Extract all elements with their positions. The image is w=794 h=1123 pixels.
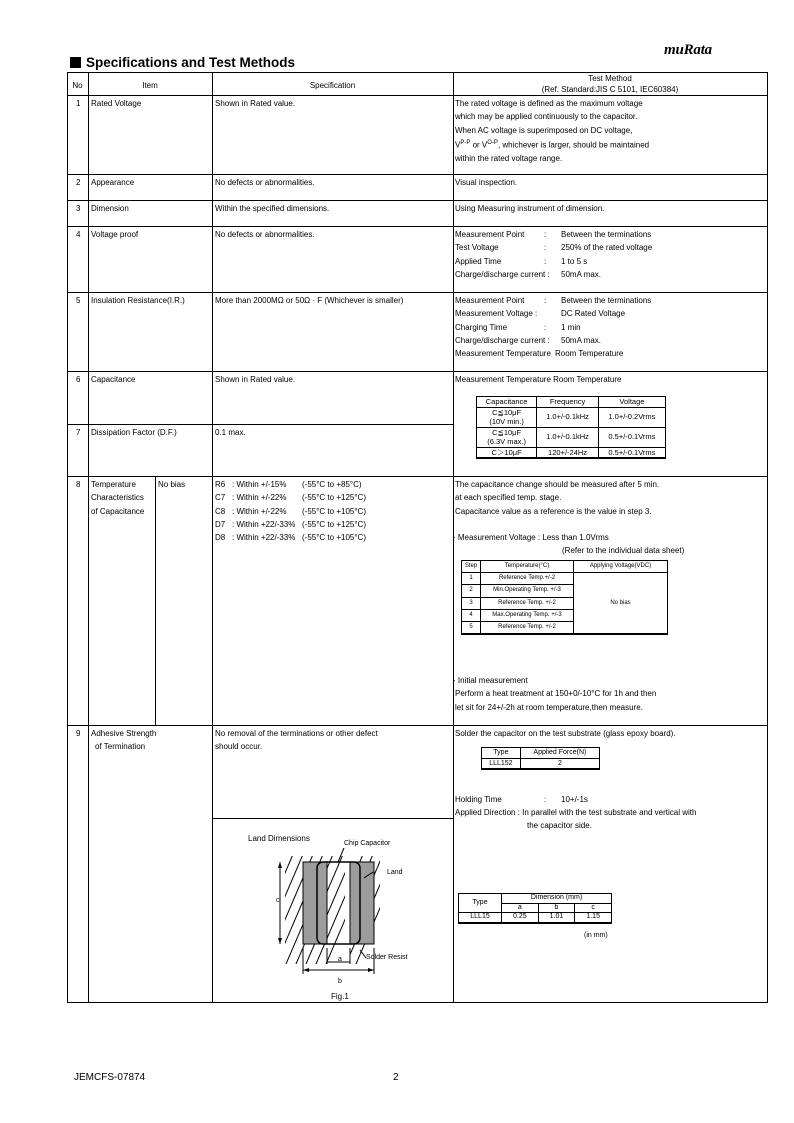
row-item: Temperature Characteristics of Capacitance [91, 480, 145, 516]
row-spec: R6 : Within +/-15% (-55°C to +85°C) C7 : Within +/-22% (-55°C to +125°C) C8 : Within +/-22% (-55°C to +105°C) D7 : Within +22/-33% (-55°C to +125°C) D8 : Within +22/-33% (-55°C to +105°C) [215, 480, 366, 543]
table-row: C＞10μF 120+/-24Hz 0.5+/-0.1Vrms [477, 447, 666, 458]
table-row: C≦10μF (6.3V max.) 1.0+/-0.1kHz 0.5+/-0.1Vrms [477, 427, 666, 447]
arrow-icon [278, 938, 282, 944]
table-header: Type [459, 894, 502, 913]
arrow-icon [368, 968, 374, 972]
table-row: 4 Max.Operating Temp. +/-3 [462, 609, 668, 621]
murata-logo: muRata [664, 42, 712, 58]
row-no: 6 [76, 375, 81, 384]
table-row: 2 Min.Operating Temp. +/-3 [462, 585, 668, 597]
row-no: 5 [76, 296, 81, 305]
label-land: Land [387, 869, 403, 876]
land-dimensions-figure [270, 838, 420, 988]
row-spec: Shown in Rated value. [215, 99, 296, 108]
label-c: c [276, 897, 280, 904]
temperature-step-table [461, 560, 668, 635]
row-test-method: Measurement Point : Between the terminations Test Voltage : 250% of the rated voltage Applied Time : 1 to 5 s Charge/discharge current : 50mA max. [455, 230, 653, 279]
label-a: a [338, 956, 342, 963]
row-item: Dissipation Factor (D.F.) [91, 428, 177, 437]
table-header: Applying Voltage(VDC) [574, 561, 668, 573]
row-no: 4 [76, 230, 81, 239]
table-row: LLL15 0.25 1.01 1.15 [459, 913, 612, 923]
row-spec: No removal of the terminations or other defect should occur. [215, 729, 378, 752]
col-header-test-method: Test Method (Ref. Standard:JIS C 5101, IEC60384) [541, 74, 679, 94]
row-spec: No defects or abnormalities. [215, 230, 315, 239]
holding-time: Holding Time : 10+/-1s [455, 795, 588, 804]
row-test-method: Measurement Point : Between the terminations Measurement Voltage : DC Rated Voltage Charging Time : 1 min Charge/discharge current : 50mA max. Measurement Temperature Room Temperature [455, 296, 652, 359]
label-chip-capacitor: Chip Capacitor [344, 840, 391, 847]
label-solder-resist: Solder Resist [366, 954, 408, 961]
row-item: Dimension [91, 204, 129, 213]
row-test-method: Measurement Temperature Room Temperature [455, 375, 622, 384]
page-number: 2 [393, 1072, 399, 1083]
row-item: Voltage proof [91, 230, 139, 239]
row-no: 1 [76, 99, 81, 108]
table-header: Type [482, 748, 521, 759]
table-header: Step [462, 561, 481, 573]
row-test-method: The capacitance change should be measured after 5 min. at each specified temp. stage. Capacitance value as a reference is the value in step 3. [455, 480, 660, 516]
table-row: LLL152 2 [482, 758, 600, 769]
table-header: Frequency [537, 397, 599, 408]
document-number: JEMCFS-07874 [74, 1072, 146, 1083]
land-left [303, 862, 327, 944]
row-item: Appearance [91, 178, 135, 187]
row-spec: Shown in Rated value. [215, 375, 296, 384]
dimension-table: Type Dimension (mm) a b c LLL15 0.25 1.01 1.15 [458, 893, 612, 924]
row-no: 2 [76, 178, 81, 187]
page-title: Specifications and Test Methods [70, 55, 295, 70]
arrow-icon [278, 862, 282, 868]
unit-note: (in mm) [584, 932, 608, 939]
arrow-icon [303, 968, 309, 972]
row-test-method: Using Measuring instrument of dimension. [455, 204, 605, 213]
row-no: 9 [76, 729, 81, 738]
table-row: C≦10μF (10V min.) 1.0+/-0.1kHz 1.0+/-0.2Vrms [477, 407, 666, 427]
refer-note: (Refer to the individual data sheet) [562, 546, 685, 555]
applied-force-table [481, 747, 600, 770]
capacitance-condition-table [476, 396, 666, 459]
row-test-method: Solder the capacitor on the test substrate (glass epoxy board). [455, 729, 676, 738]
row-spec: Within the specified dimensions. [215, 204, 330, 213]
row-spec: More than 2000MΩ or 50Ω · F (Whichever is smaller) [215, 296, 404, 305]
row-item: Rated Voltage [91, 99, 142, 108]
label-b: b [338, 978, 342, 985]
bullet-square-icon [70, 57, 81, 68]
row-spec: No defects or abnormalities. [215, 178, 315, 187]
table-header: Applied Force(N) [520, 748, 599, 759]
figure-caption: Fig.1 [331, 992, 349, 1001]
applied-direction: Applied Direction : In parallel with the test substrate and vertical with the capacitor side. [455, 808, 697, 831]
row-test-method: The rated voltage is defined as the maximum voltage which may be applied continuously to the capacitor. When AC voltage is superimposed on DC voltage, $V^{P-P}$ or $V^{O-P}$, whichever is larger, should be maintained within the rated voltage range. [455, 99, 650, 163]
applying-voltage: No bias [574, 573, 668, 635]
table-row: 5 Reference Temp. +/-2 [462, 622, 668, 635]
row-item: Capacitance [91, 375, 136, 384]
table-header: Dimension (mm) [502, 894, 612, 904]
table-row: 3 Reference Temp. +/-2 [462, 597, 668, 609]
row-spec: 0.1 max. [215, 428, 246, 437]
row-item: Insulation Resistance(I.R.) [91, 296, 185, 305]
row-no: 3 [76, 204, 81, 213]
table-header: Voltage [598, 397, 665, 408]
col-header-spec: Specification [309, 81, 356, 90]
row-bias: No bias [158, 480, 186, 489]
figure-title: Land Dimensions [248, 834, 310, 843]
row-no: 8 [76, 480, 81, 489]
initial-measurement: · Initial measurement Perform a heat treatment at 150+0/-10°C for 1h and then let sit for 24+/-2h at room temperature,then measure. [453, 676, 657, 712]
table-header: Temperature(°C) [481, 561, 574, 573]
row-no: 7 [76, 428, 81, 437]
col-header-item: Item [142, 81, 158, 90]
row-item: Adhesive Strength of Termination [91, 729, 157, 752]
row-test-method: Visual inspection. [455, 178, 518, 187]
col-header-no: No [72, 81, 83, 90]
measurement-voltage: · Measurement Voltage : Less than 1.0Vrms [453, 533, 609, 542]
table-row: 1 Reference Temp.+/-2 No bias [462, 573, 668, 585]
table-header: Capacitance [477, 397, 537, 408]
